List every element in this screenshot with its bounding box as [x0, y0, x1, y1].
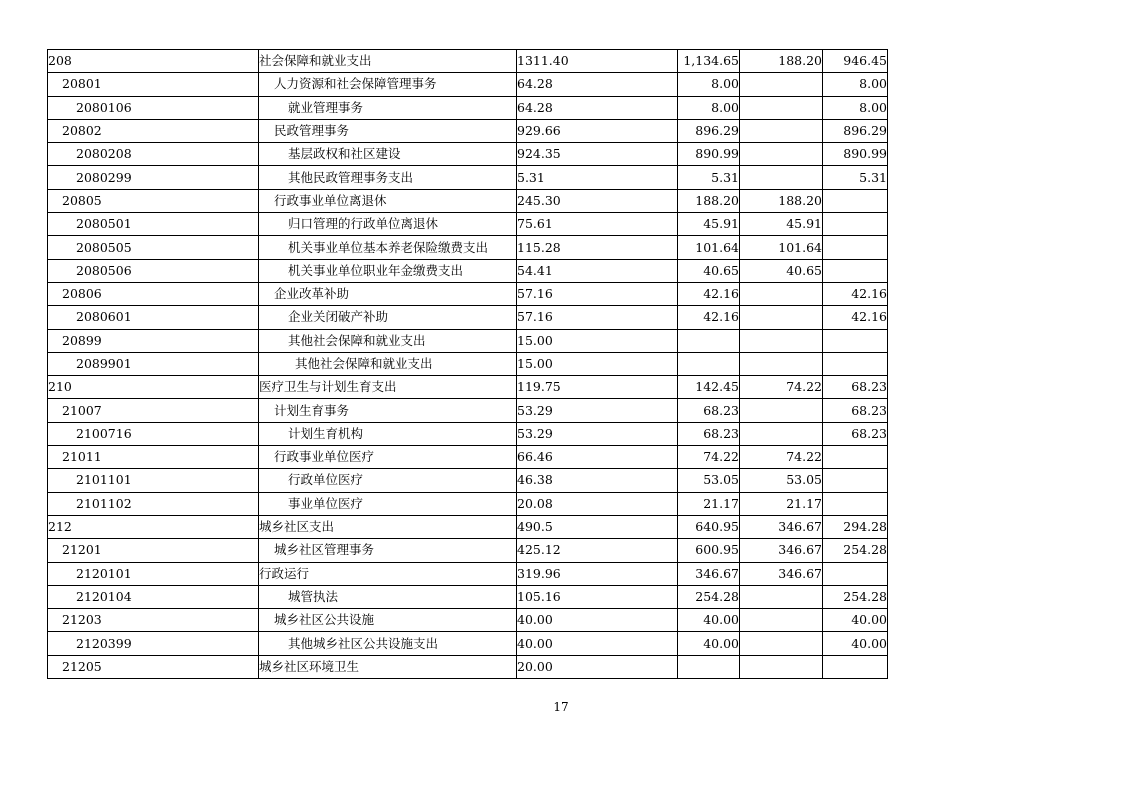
row-name-cell: 就业管理事务 — [259, 96, 517, 119]
row-basic-cell: 21.17 — [740, 492, 823, 515]
row-total-cell: 1311.40 — [517, 50, 678, 73]
row-value-cell: 45.91 — [678, 213, 740, 236]
row-name-cell: 城乡社区公共设施 — [259, 609, 517, 632]
row-code-cell: 21205 — [48, 655, 259, 678]
table-row — [48, 352, 888, 375]
row-project-cell: 40.00 — [823, 632, 888, 655]
row-project-cell: 68.23 — [823, 376, 888, 399]
row-project-cell: 254.28 — [823, 539, 888, 562]
row-value-cell: 40.00 — [678, 632, 740, 655]
row-project-cell — [823, 189, 888, 212]
row-project-cell: 68.23 — [823, 422, 888, 445]
row-code-cell: 21007 — [48, 399, 259, 422]
row-basic-cell — [740, 399, 823, 422]
row-name-cell: 民政管理事务 — [259, 119, 517, 142]
row-value-cell: 890.99 — [678, 143, 740, 166]
row-value-cell — [678, 329, 740, 352]
row-project-cell: 42.16 — [823, 282, 888, 305]
row-name-cell: 其他社会保障和就业支出 — [259, 352, 517, 375]
row-code-cell: 208 — [48, 50, 259, 73]
row-basic-cell: 53.05 — [740, 469, 823, 492]
table-row — [48, 50, 888, 73]
row-code-cell: 2089901 — [48, 352, 259, 375]
row-value-cell: 1,134.65 — [678, 50, 740, 73]
row-code-cell: 20805 — [48, 189, 259, 212]
row-name-cell: 企业关闭破产补助 — [259, 306, 517, 329]
row-value-cell: 40.65 — [678, 259, 740, 282]
row-value-cell: 101.64 — [678, 236, 740, 259]
row-name-cell: 行政事业单位离退休 — [259, 189, 517, 212]
row-code-cell: 2080501 — [48, 213, 259, 236]
row-name-cell: 城乡社区管理事务 — [259, 539, 517, 562]
row-project-cell: 40.00 — [823, 609, 888, 632]
table-row — [48, 306, 888, 329]
row-name-cell: 城乡社区环境卫生 — [259, 655, 517, 678]
row-name-cell: 城乡社区支出 — [259, 515, 517, 538]
row-total-cell: 15.00 — [517, 352, 678, 375]
table-row — [48, 166, 888, 189]
row-basic-cell — [740, 143, 823, 166]
row-total-cell: 105.16 — [517, 585, 678, 608]
table-row — [48, 655, 888, 678]
row-code-cell: 21203 — [48, 609, 259, 632]
row-value-cell: 5.31 — [678, 166, 740, 189]
row-total-cell: 54.41 — [517, 259, 678, 282]
row-name-cell: 城管执法 — [259, 585, 517, 608]
row-total-cell: 20.00 — [517, 655, 678, 678]
row-total-cell: 66.46 — [517, 446, 678, 469]
row-name-cell: 基层政权和社区建设 — [259, 143, 517, 166]
row-code-cell: 210 — [48, 376, 259, 399]
row-project-cell — [823, 562, 888, 585]
row-value-cell: 640.95 — [678, 515, 740, 538]
row-value-cell: 600.95 — [678, 539, 740, 562]
row-name-cell: 事业单位医疗 — [259, 492, 517, 515]
row-total-cell: 53.29 — [517, 399, 678, 422]
table-row — [48, 399, 888, 422]
row-code-cell: 20802 — [48, 119, 259, 142]
row-value-cell — [678, 352, 740, 375]
row-value-cell: 8.00 — [678, 96, 740, 119]
row-code-cell: 2080601 — [48, 306, 259, 329]
row-value-cell: 21.17 — [678, 492, 740, 515]
row-code-cell: 212 — [48, 515, 259, 538]
table-row — [48, 376, 888, 399]
row-basic-cell — [740, 166, 823, 189]
row-project-cell: 68.23 — [823, 399, 888, 422]
row-name-cell: 其他社会保障和就业支出 — [259, 329, 517, 352]
row-value-cell: 42.16 — [678, 282, 740, 305]
row-total-cell: 5.31 — [517, 166, 678, 189]
row-total-cell: 75.61 — [517, 213, 678, 236]
row-project-cell: 42.16 — [823, 306, 888, 329]
row-name-cell: 社会保障和就业支出 — [259, 50, 517, 73]
row-total-cell: 924.35 — [517, 143, 678, 166]
budget-table — [47, 49, 888, 679]
table-row — [48, 632, 888, 655]
row-project-cell: 896.29 — [823, 119, 888, 142]
row-code-cell: 21011 — [48, 446, 259, 469]
row-code-cell: 2120101 — [48, 562, 259, 585]
row-basic-cell: 101.64 — [740, 236, 823, 259]
row-code-cell: 20801 — [48, 73, 259, 96]
row-total-cell: 64.28 — [517, 73, 678, 96]
row-code-cell: 2080106 — [48, 96, 259, 119]
row-code-cell: 2080505 — [48, 236, 259, 259]
row-total-cell: 319.96 — [517, 562, 678, 585]
row-name-cell: 行政单位医疗 — [259, 469, 517, 492]
table-row — [48, 469, 888, 492]
row-name-cell: 企业改革补助 — [259, 282, 517, 305]
table-row — [48, 539, 888, 562]
row-total-cell: 40.00 — [517, 632, 678, 655]
table-row — [48, 492, 888, 515]
table-row — [48, 236, 888, 259]
row-basic-cell: 40.65 — [740, 259, 823, 282]
row-project-cell: 8.00 — [823, 73, 888, 96]
row-value-cell: 40.00 — [678, 609, 740, 632]
page-number: 17 — [553, 700, 569, 714]
row-name-cell: 行政运行 — [259, 562, 517, 585]
row-code-cell: 20806 — [48, 282, 259, 305]
row-code-cell: 2080506 — [48, 259, 259, 282]
row-total-cell: 929.66 — [517, 119, 678, 142]
row-total-cell: 20.08 — [517, 492, 678, 515]
row-project-cell — [823, 446, 888, 469]
row-name-cell: 归口管理的行政单位离退休 — [259, 213, 517, 236]
row-total-cell: 15.00 — [517, 329, 678, 352]
row-basic-cell: 346.67 — [740, 515, 823, 538]
row-value-cell: 8.00 — [678, 73, 740, 96]
row-total-cell: 245.30 — [517, 189, 678, 212]
row-basic-cell: 74.22 — [740, 446, 823, 469]
row-basic-cell: 45.91 — [740, 213, 823, 236]
row-basic-cell — [740, 73, 823, 96]
row-code-cell: 20899 — [48, 329, 259, 352]
row-name-cell: 计划生育事务 — [259, 399, 517, 422]
row-project-cell: 8.00 — [823, 96, 888, 119]
row-name-cell: 其他民政管理事务支出 — [259, 166, 517, 189]
row-basic-cell: 188.20 — [740, 50, 823, 73]
row-total-cell: 490.5 — [517, 515, 678, 538]
row-project-cell: 890.99 — [823, 143, 888, 166]
row-code-cell: 21201 — [48, 539, 259, 562]
row-value-cell: 896.29 — [678, 119, 740, 142]
row-project-cell — [823, 492, 888, 515]
row-code-cell: 2120104 — [48, 585, 259, 608]
row-value-cell: 188.20 — [678, 189, 740, 212]
table-row — [48, 562, 888, 585]
row-value-cell: 346.67 — [678, 562, 740, 585]
table-row — [48, 189, 888, 212]
row-basic-cell — [740, 422, 823, 445]
row-basic-cell — [740, 282, 823, 305]
row-name-cell: 人力资源和社会保障管理事务 — [259, 73, 517, 96]
row-value-cell: 142.45 — [678, 376, 740, 399]
row-basic-cell — [740, 352, 823, 375]
row-name-cell: 机关事业单位职业年金缴费支出 — [259, 259, 517, 282]
row-basic-cell — [740, 655, 823, 678]
row-basic-cell: 74.22 — [740, 376, 823, 399]
row-project-cell — [823, 352, 888, 375]
row-basic-cell — [740, 119, 823, 142]
row-project-cell — [823, 236, 888, 259]
table-row — [48, 515, 888, 538]
row-total-cell: 57.16 — [517, 306, 678, 329]
row-total-cell: 57.16 — [517, 282, 678, 305]
row-name-cell: 医疗卫生与计划生育支出 — [259, 376, 517, 399]
row-project-cell: 294.28 — [823, 515, 888, 538]
row-project-cell — [823, 655, 888, 678]
table-row — [48, 96, 888, 119]
budget-table-body — [48, 50, 888, 679]
row-code-cell: 2080299 — [48, 166, 259, 189]
row-total-cell: 425.12 — [517, 539, 678, 562]
row-name-cell: 机关事业单位基本养老保险缴费支出 — [259, 236, 517, 259]
row-value-cell — [678, 655, 740, 678]
row-basic-cell — [740, 329, 823, 352]
row-project-cell — [823, 259, 888, 282]
row-total-cell: 115.28 — [517, 236, 678, 259]
row-total-cell: 53.29 — [517, 422, 678, 445]
table-row — [48, 446, 888, 469]
row-value-cell: 68.23 — [678, 399, 740, 422]
table-row — [48, 119, 888, 142]
row-project-cell — [823, 469, 888, 492]
row-name-cell: 其他城乡社区公共设施支出 — [259, 632, 517, 655]
row-project-cell: 254.28 — [823, 585, 888, 608]
row-code-cell: 2120399 — [48, 632, 259, 655]
table-row — [48, 329, 888, 352]
row-project-cell — [823, 329, 888, 352]
row-project-cell — [823, 213, 888, 236]
row-value-cell: 74.22 — [678, 446, 740, 469]
row-code-cell: 2101101 — [48, 469, 259, 492]
table-row — [48, 609, 888, 632]
row-total-cell: 40.00 — [517, 609, 678, 632]
row-project-cell: 5.31 — [823, 166, 888, 189]
table-row — [48, 213, 888, 236]
row-total-cell: 46.38 — [517, 469, 678, 492]
row-value-cell: 42.16 — [678, 306, 740, 329]
row-basic-cell: 346.67 — [740, 562, 823, 585]
row-basic-cell: 346.67 — [740, 539, 823, 562]
table-row — [48, 143, 888, 166]
table-row — [48, 422, 888, 445]
row-value-cell: 53.05 — [678, 469, 740, 492]
row-basic-cell: 188.20 — [740, 189, 823, 212]
row-basic-cell — [740, 632, 823, 655]
row-name-cell: 计划生育机构 — [259, 422, 517, 445]
row-basic-cell — [740, 609, 823, 632]
table-row — [48, 73, 888, 96]
row-total-cell: 64.28 — [517, 96, 678, 119]
table-row — [48, 259, 888, 282]
row-name-cell: 行政事业单位医疗 — [259, 446, 517, 469]
row-code-cell: 2101102 — [48, 492, 259, 515]
row-code-cell: 2100716 — [48, 422, 259, 445]
row-value-cell: 254.28 — [678, 585, 740, 608]
table-row — [48, 282, 888, 305]
table-row — [48, 585, 888, 608]
row-project-cell: 946.45 — [823, 50, 888, 73]
row-value-cell: 68.23 — [678, 422, 740, 445]
row-basic-cell — [740, 96, 823, 119]
row-basic-cell — [740, 585, 823, 608]
row-basic-cell — [740, 306, 823, 329]
row-code-cell: 2080208 — [48, 143, 259, 166]
row-total-cell: 119.75 — [517, 376, 678, 399]
